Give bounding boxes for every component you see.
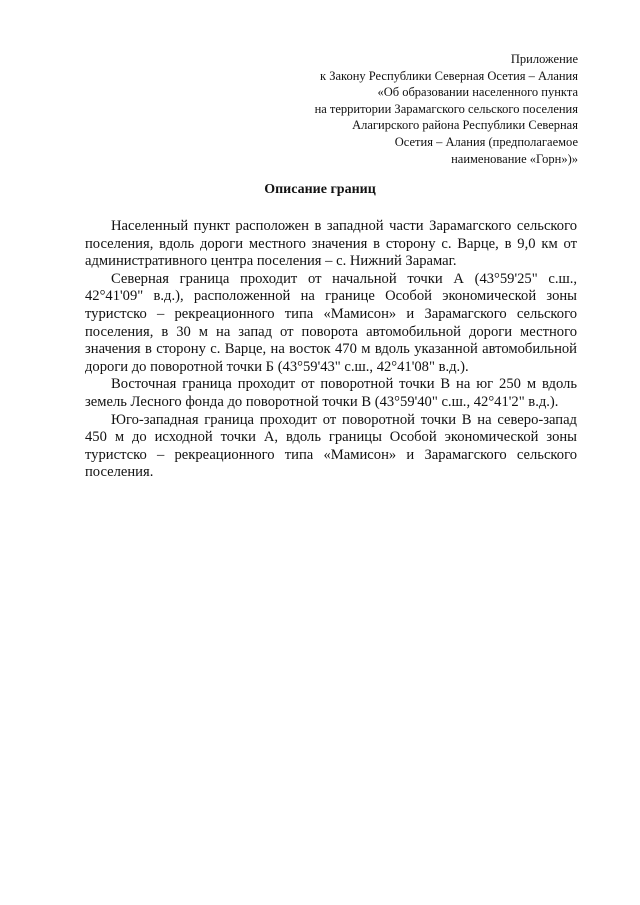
document-title: Описание границ [264, 182, 376, 197]
appendix-header [315, 51, 578, 167]
appendix-line: Алагирского района Республики Северная [352, 118, 578, 133]
appendix-line: «Об образовании населенного пункта [377, 85, 578, 100]
appendix-line: наименование «Горн»)» [451, 151, 578, 166]
paragraph-location: Населенный пункт расположен в западной части Зарамагского сельского поселения, вдоль дороги местного значения в сторону с. Варце, в 9,0 км от административного центра поселения – с. Нижний Зарамаг. [85, 218, 577, 270]
document-body [85, 218, 577, 482]
appendix-line: к Закону Республики Северная Осетия – Алания [320, 68, 578, 83]
paragraph-north-boundary: Северная граница проходит от начальной точки А (43°59'25" с.ш., 42°41'09" в.д.), расположенной на границе Особой экономической зоны туристско – рекреационного типа «Мамисон» и Зарамагского сельского поселения, в 30 м на запад от поворота автомобильной дороги местного значения в сторону с. Варце, на восток 470 м вдоль указанной автомобильной дороги до поворотной точки Б (43°59'43" с.ш., 42°41'08" в.д.). [85, 270, 577, 375]
appendix-line: Приложение [510, 52, 578, 66]
appendix-line: на территории Зарамагского сельского поселения [314, 101, 578, 116]
paragraph-east-boundary: Восточная граница проходит от поворотной точки В на юг 250 м вдоль земель Лесного фонда до поворотной точки В (43°59'40" с.ш., 42°41'2" в.д.). [85, 376, 577, 410]
appendix-line: Осетия – Алания (предполагаемое [394, 134, 578, 149]
paragraph-southwest-boundary: Юго-западная граница проходит от поворотной точки В на северо-запад 450 м до исходной точки А, вдоль границы Особой экономической зоны туристско – рекреационного типа «Мамисон» и Зарамагского сельского поселения. [85, 411, 577, 481]
